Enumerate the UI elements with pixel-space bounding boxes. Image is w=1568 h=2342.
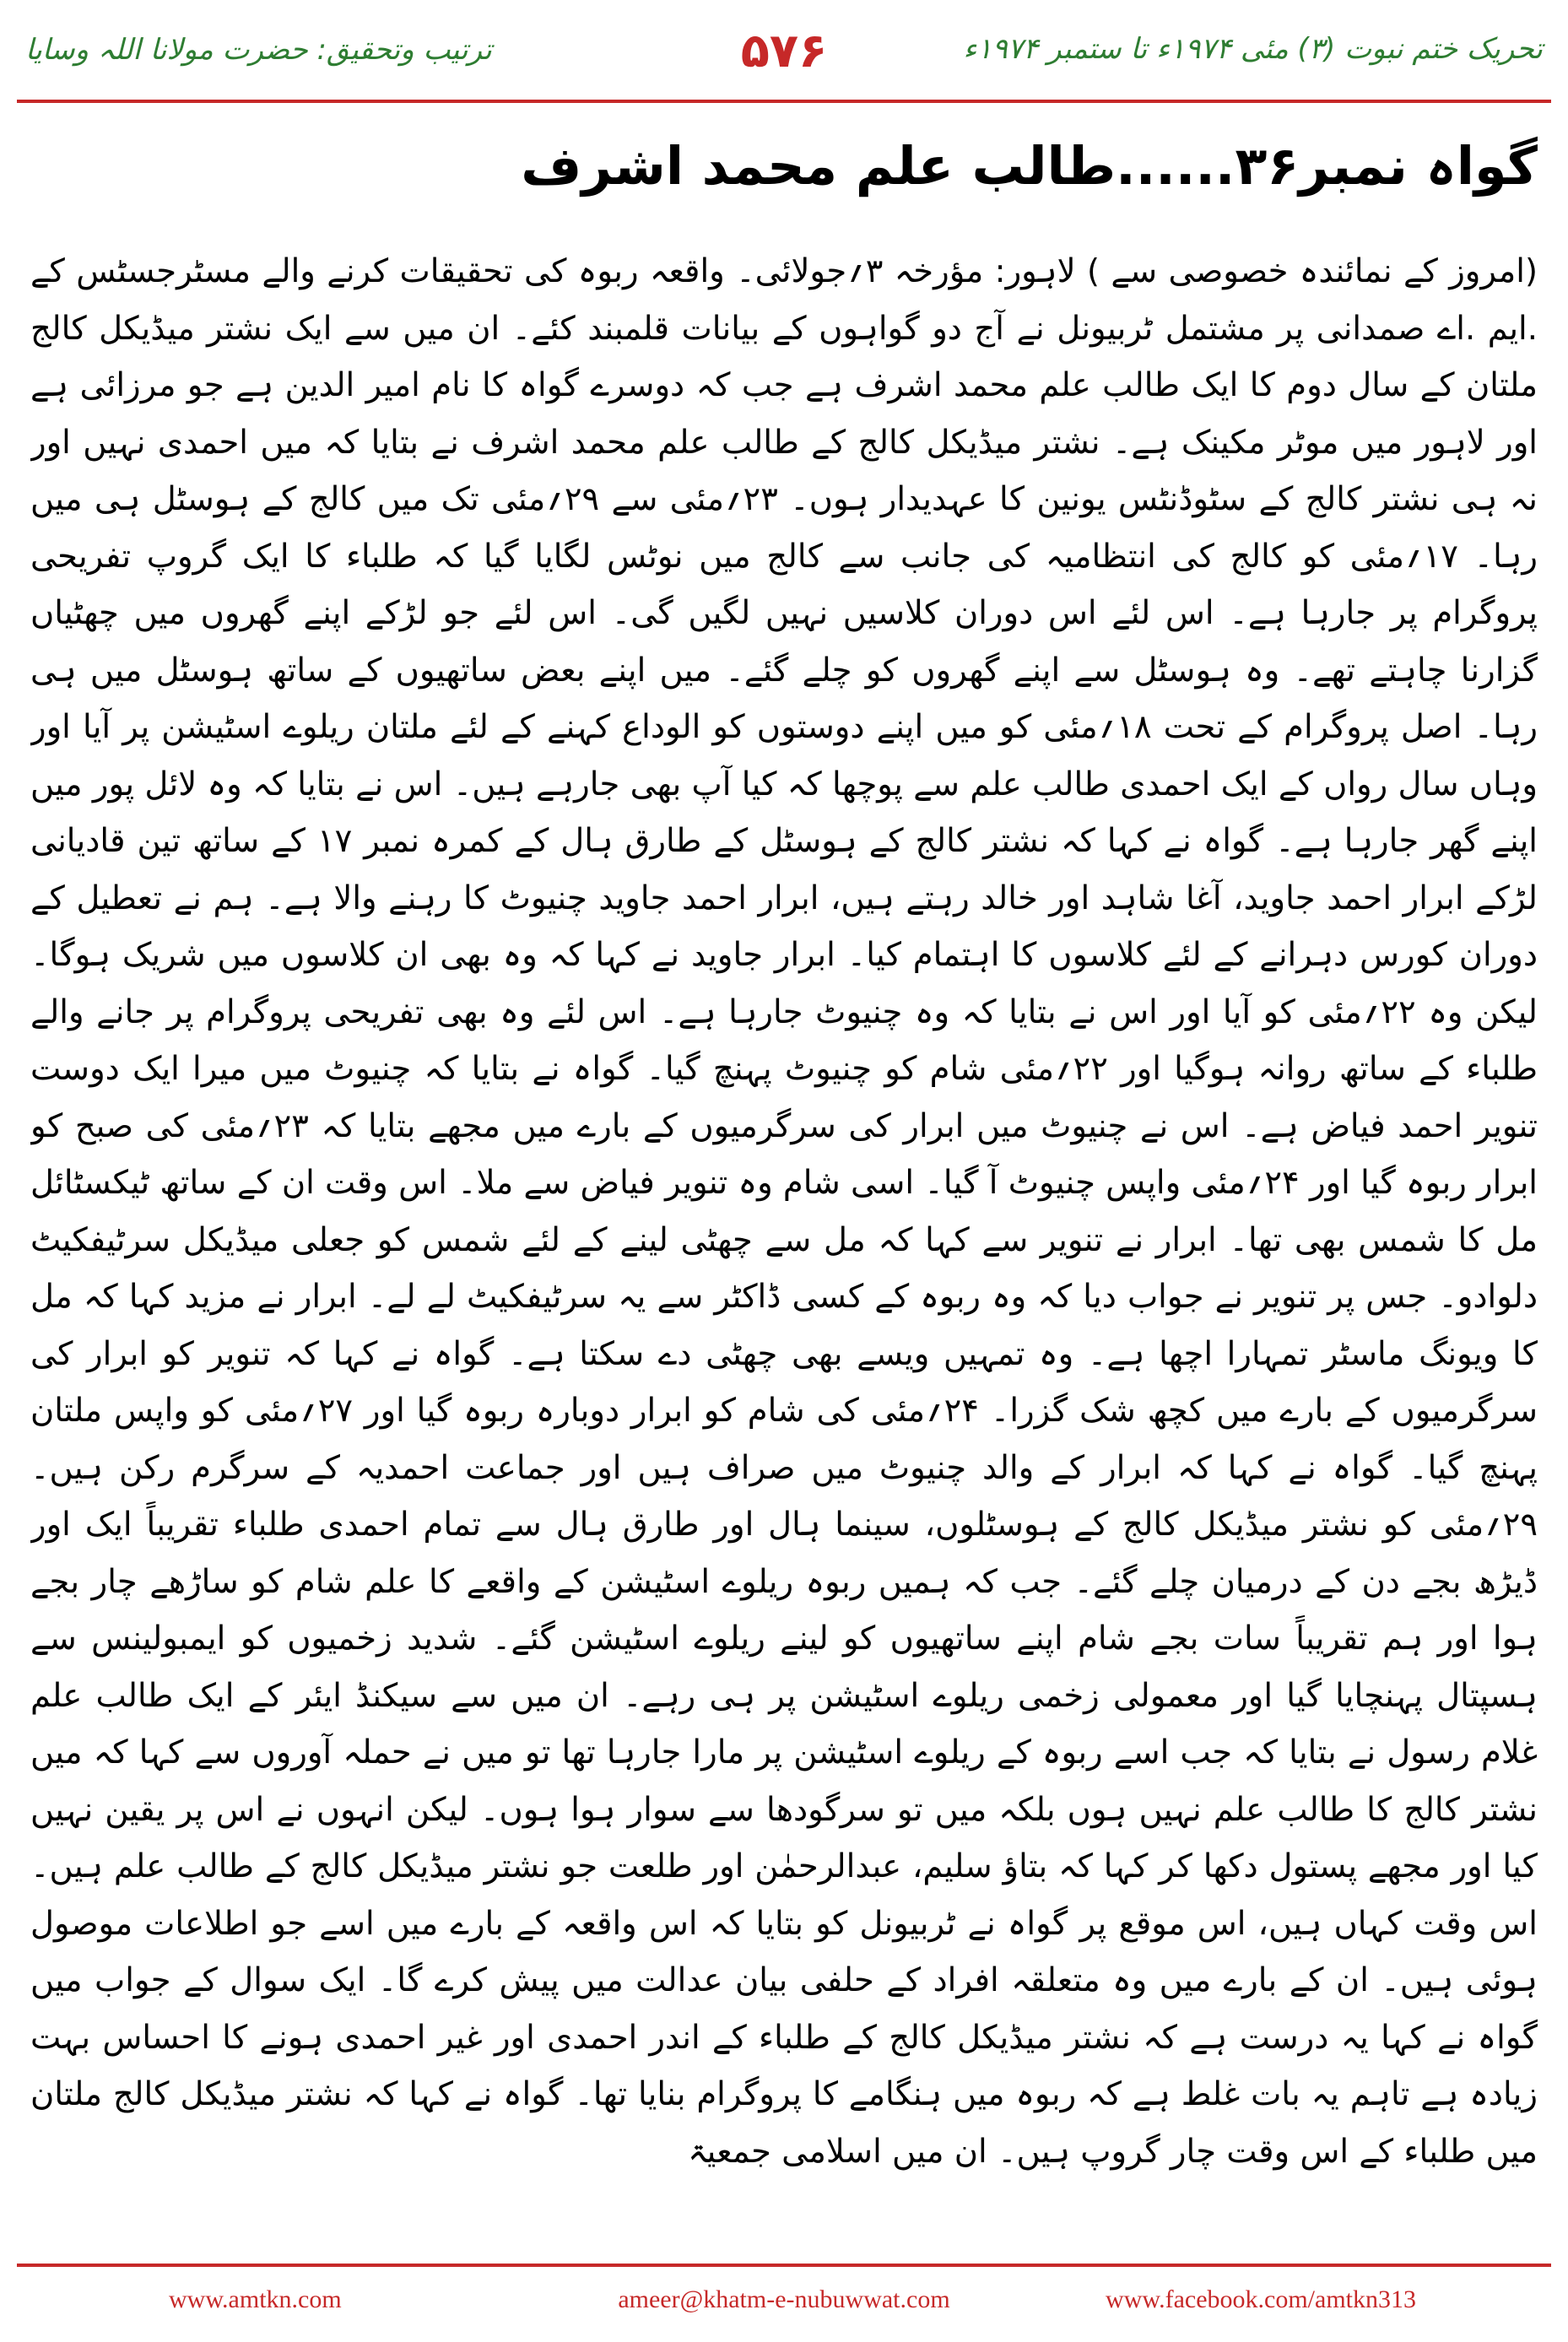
email-link[interactable]: ameer@khatm-e-nubuwwat.com: [618, 2285, 950, 2313]
page-number: ۵۷۶: [740, 24, 828, 78]
page-footer: [0, 2279, 1568, 2329]
article-body: (امروز کے نمائندہ خصوصی سے ) لاہور: مؤرخہ ۳؍جولائی۔ واقعہ ربوہ کی تحقیقات کرنے والے مسٹرجسٹس کے .ایم .اے صمدانی پر مشتمل ٹربیونل نے آج دو گواہوں کے بیانات قلمبند کئے۔ ان میں سے ایک نشتر میڈیکل کالج ملتان کے سال دوم کا ایک طالب علم محمد اشرف ہے جب کہ دوسرے گواہ کا نام امیر الدین ہے جو مرزائی ہے اور لاہور میں موٹر مکینک ہے۔ نشتر میڈیکل کالج کے طالب علم محمد اشرف نے بتایا کہ میں احمدی نہیں اور نہ ہی نشتر کالج کے سٹوڈنٹس یونین کا عہدیدار ہوں۔ ۲۳؍مئی سے ۲۹؍مئی تک میں کالج کے ہوسٹل ہی میں رہا۔ ۱۷؍مئی کو کالج کی انتظامیہ کی جانب سے کالج میں نوٹس لگایا گیا کہ طلباء کا ایک گروپ تفریحی پروگرام پر جارہا ہے۔ اس لئے اس دوران کلاسیں نہیں لگیں گی۔ اس لئے جو لڑکے اپنے گھروں میں چھٹیاں گزارنا چاہتے تھے۔ وہ ہوسٹل سے اپنے گھروں کو چلے گئے۔ میں اپنے بعض ساتھیوں کے ساتھ ہوسٹل میں ہی رہا۔ اصل پروگرام کے تحت ۱۸؍مئی کو میں اپنے دوستوں کو الوداع کہنے کے لئے ملتان ریلوے اسٹیشن پر آیا اور وہاں سال رواں کے ایک احمدی طالب علم سے پوچھا کہ کیا آپ بھی جارہے ہیں۔ اس نے بتایا کہ وہ لائل پور میں اپنے گھر جارہا ہے۔ گواہ نے کہا کہ نشتر کالج کے ہوسٹل کے طارق ہال کے کمرہ نمبر ۱۷ کے ساتھ تین قادیانی لڑکے ابرار احمد جاوید، آغا شاہد اور خالد رہتے ہیں، ابرار احمد جاوید چنیوٹ کا رہنے والا ہے۔ ہم نے تعطیل کے دوران کورس دہرانے کے لئے کلاسوں کا اہتمام کیا۔ ابرار جاوید نے کہا کہ وہ بھی ان کلاسوں میں شریک ہوگا۔ لیکن وہ ۲۲؍مئی کو آیا اور اس نے بتایا کہ وہ چنیوٹ جارہا ہے۔ اس لئے وہ بھی تفریحی پروگرام پر جانے والے طلباء کے ساتھ روانہ ہوگیا اور ۲۲؍مئی شام کو چنیوٹ پہنچ گیا۔ گواہ نے بتایا کہ چنیوٹ میں میرا ایک دوست تنویر احمد فیاض ہے۔ اس نے چنیوٹ میں ابرار کی سرگرمیوں کے بارے میں مجھے بتایا کہ ۲۳؍مئی کی صبح کو ابرار ربوہ گیا اور ۲۴؍مئی واپس چنیوٹ آ گیا۔ اسی شام وہ تنویر فیاض سے ملا۔ اس وقت ان کے ساتھ ٹیکسٹائل مل کا شمس بھی تھا۔ ابرار نے تنویر سے کہا کہ مل سے چھٹی لینے کے لئے شمس کو جعلی میڈیکل سرٹیفکیٹ دلوادو۔ جس پر تنویر نے جواب دیا کہ وہ ربوہ کے کسی ڈاکٹر سے یہ سرٹیفکیٹ لے لے۔ ابرار نے مزید کہا کہ مل کا ویونگ ماسٹر تمہارا اچھا ہے۔ وہ تمہیں ویسے بھی چھٹی دے سکتا ہے۔ گواہ نے کہا کہ تنویر کو ابرار کی سرگرمیوں کے بارے میں کچھ شک گزرا۔ ۲۴؍مئی کی شام کو ابرار دوبارہ ربوہ گیا اور ۲۷؍مئی کو واپس ملتان پہنچ گیا۔ گواہ نے کہا کہ ابرار کے والد چنیوٹ میں صراف ہیں اور جماعت احمدیہ کے سرگرم رکن ہیں۔ ۲۹؍مئی کو نشتر میڈیکل کالج کے ہوسٹلوں، سینما ہال اور طارق ہال سے تمام احمدی طلباء تقریباً ایک اور ڈیڑھ بجے دن کے درمیان چلے گئے۔ جب کہ ہمیں ربوہ ریلوے اسٹیشن کے واقعے کا علم شام کو ساڑھے چار بجے ہوا اور ہم تقریباً سات بجے شام اپنے ساتھیوں کو لینے ریلوے اسٹیشن گئے۔ شدید زخمیوں کو ایمبولینس سے ہسپتال پہنچایا گیا اور معمولی زخمی ریلوے اسٹیشن پر ہی رہے۔ ان میں سے سیکنڈ ایئر کے ایک طالب علم غلام رسول نے بتایا کہ جب اسے ربوہ کے ریلوے اسٹیشن پر مارا جارہا تھا تو میں نے حملہ آوروں سے کہا کہ میں نشتر کالج کا طالب علم نہیں ہوں بلکہ میں تو سرگودھا سے سوار ہوا ہوں۔ لیکن انہوں نے اس پر یقین نہیں کیا اور مجھے پستول دکھا کر کہا کہ بتاؤ سلیم، عبدالرحمٰن اور طلعت جو نشتر میڈیکل کالج کے طالب علم ہیں۔ اس وقت کہاں ہیں، اس موقع پر گواہ نے ٹربیونل کو بتایا کہ اس واقعہ کے بارے میں اسے جو اطلاعات موصول ہوئی ہیں۔ ان کے بارے میں وہ متعلقہ افراد کے حلفی بیان عدالت میں پیش کرے گا۔ ایک سوال کے جواب میں گواہ نے کہا یہ درست ہے کہ نشتر میڈیکل کالج کے طلباء کے اندر احمدی اور غیر احمدی ہونے کا احساس بہت زیادہ ہے تاہم یہ بات غلط ہے کہ ربوہ میں ہنگامے کا پروگرام بنایا تھا۔ گواہ نے کہا کہ نشتر میڈیکل کالج ملتان میں طلباء کے اس وقت چار گروپ ہیں۔ ان میں اسلامی جمعیۃ: [30, 252, 1538, 2171]
website-link[interactable]: www.amtkn.com: [169, 2285, 342, 2313]
compiler-credit: ترتیب وتحقیق: حضرت مولانا اللہ وسایا: [25, 33, 492, 67]
book-title: تحریک ختم نبوت (۳) مئی ۱۹۷۴ء تا ستمبر ۱۹۷۴ء: [963, 32, 1543, 66]
page-header: [0, 0, 1568, 97]
facebook-link[interactable]: www.facebook.com/amtkn313: [1106, 2285, 1416, 2313]
header-divider: [17, 100, 1551, 103]
footer-divider: [17, 2264, 1551, 2267]
article-heading: گواہ نمبر۳۶......طالب علم محمد اشرف: [521, 135, 1538, 197]
